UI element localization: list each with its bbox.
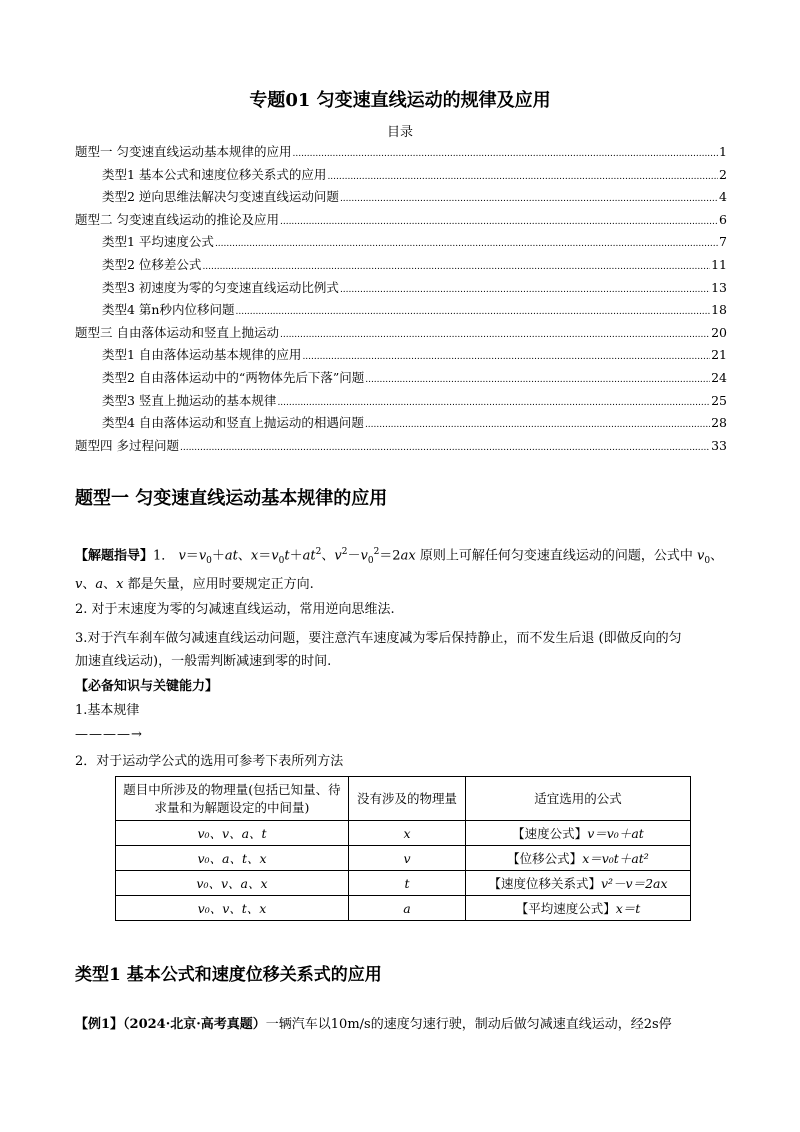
formula-expression: x＝v₀t＋at²: [582, 851, 649, 866]
toc-entry-page: 21: [711, 347, 727, 363]
formula-tag: 【位移公式】: [507, 851, 583, 866]
toc-entry[interactable]: [75, 232, 727, 255]
toc-entry[interactable]: [75, 413, 727, 436]
cell-missing: v: [349, 846, 466, 871]
toc-entry-label: 类型2 位移差公式: [102, 256, 202, 272]
toc-entry-page: 28: [711, 415, 727, 431]
formula-expression: v＝v₀＋at: [587, 826, 644, 841]
knowledge-label: 【必备知识与关键能力】: [75, 679, 219, 694]
table-header-row: [116, 777, 691, 821]
formula-expression: v²－v＝2ax: [600, 876, 668, 891]
toc-leader-dots: [280, 325, 710, 340]
toc-entry-page: 20: [711, 324, 727, 340]
formula-intro: 2．对于运动学公式的选用可参考下表所列方法: [75, 754, 344, 769]
example-1: [75, 1013, 735, 1032]
guide-label: 【解题指导】: [75, 548, 154, 564]
section-heading-1: 题型一 匀变速直线运动基本规律的应用: [75, 488, 388, 509]
basic-rule-label: 1.基本规律: [75, 703, 140, 718]
toc-entry-page: 11: [711, 256, 727, 272]
toc-entry-page: 1: [719, 144, 727, 159]
formula-table: [115, 776, 691, 921]
toc-entry-label: 类型2 自由落体运动中的“两物体先后下落”问题: [102, 369, 365, 385]
toc-entry-label: 题型三 自由落体运动和竖直上抛运动: [75, 324, 279, 340]
toc-leader-dots: [365, 415, 710, 430]
table-row: [116, 871, 691, 896]
header-formula: 适宜选用的公式: [466, 777, 691, 821]
example-label: 【例1】: [75, 1017, 124, 1032]
example-source: （2024·北京·高考真题）: [123, 1017, 266, 1032]
toc-entry[interactable]: [75, 165, 727, 188]
toc-leader-dots: [327, 167, 718, 182]
toc-entry-label: 类型3 竖直上抛运动的基本规律: [102, 392, 277, 408]
toc-entry[interactable]: [75, 391, 727, 414]
toc-leader-dots: [365, 370, 710, 385]
toc-leader-dots: [235, 302, 710, 317]
toc-leader-dots: [292, 144, 718, 159]
cell-vars: v₀、a、t、x: [116, 846, 349, 871]
toc-entry[interactable]: [75, 345, 727, 368]
cell-missing: a: [349, 896, 466, 921]
toc-leader-dots: [202, 257, 710, 272]
toc-entry[interactable]: [75, 142, 727, 165]
toc-leader-dots: [277, 393, 710, 408]
toc-entry-label: 类型4 第n秒内位移问题: [102, 302, 235, 318]
toc-entry-label: 类型1 平均速度公式: [102, 234, 214, 250]
guide-paragraph-3: 3.对于汽车刹车做匀减速直线运动问题，要注意汽车速度减为零后保持静止，而不发生后退 (即做反向的匀 加速直线运动)，一般需判断减速到零的时间.: [75, 631, 682, 669]
toc-leader-dots: [302, 347, 710, 362]
guide-1-tail: 都是矢量，应用时要规定正方向.: [127, 576, 314, 592]
toc-entry[interactable]: [75, 436, 727, 459]
toc-entry[interactable]: [75, 368, 727, 391]
toc-entry-label: 题型一 匀变速直线运动基本规律的应用: [75, 144, 292, 159]
toc-entry-page: 7: [719, 234, 727, 250]
cell-missing: t: [349, 871, 466, 896]
formula-tag: 【速度位移关系式】: [488, 876, 601, 891]
cell-vars: v₀、v、t、x: [116, 896, 349, 921]
toc-entry-page: 18: [711, 302, 727, 318]
toc-entry-page: 25: [711, 392, 727, 408]
toc-entry[interactable]: [75, 187, 727, 210]
toc-leader-dots: [340, 189, 718, 204]
cell-vars: v₀、v、a、t: [116, 821, 349, 846]
arrow-line: ————→: [75, 727, 143, 742]
guide-paragraph-1: 【解题指导】1． $v=v_0+at$、$x=v_0t+at^2$、$v^2-v_0^2=2ax$ 原则上可解任何匀变速直线运动的问题，公式中 $v_0$、 v、a、x 都是矢量，应用时要规定正方向.: [75, 547, 724, 592]
toc-entry-label: 类型3 初速度为零的匀变速直线运动比例式: [102, 279, 339, 295]
header-vars: 题目中所涉及的物理量(包括已知量、待求量和为解题设定的中间量): [116, 777, 349, 821]
toc-leader-dots: [215, 234, 718, 249]
guide-paragraph-2: 2. 对于末速度为零的匀减速直线运动，常用逆向思维法.: [75, 602, 395, 617]
toc-leader-dots: [280, 212, 718, 227]
formula-tag: 【平均速度公式】: [515, 901, 616, 916]
table-row: [116, 821, 691, 846]
toc-entry-label: 类型4 自由落体运动和竖直上抛运动的相遇问题: [102, 415, 364, 431]
cell-formula: [466, 821, 691, 846]
example-text: 一辆汽车以10m/s的速度匀速行驶，制动后做匀减速直线运动，经2s停: [265, 1017, 672, 1032]
toc-entry[interactable]: [75, 255, 727, 278]
toc-heading: 目录: [386, 125, 413, 140]
toc-entry-label: 类型1 基本公式和速度位移关系式的应用: [102, 166, 327, 182]
toc-entry-page: 24: [711, 369, 727, 385]
toc-entry-label: 类型2 逆向思维法解决匀变速直线运动问题: [102, 189, 339, 205]
toc-entry[interactable]: [75, 300, 727, 323]
toc-leader-dots: [180, 438, 710, 453]
toc-entry-page: 6: [719, 211, 727, 227]
page-title: 专题01 匀变速直线运动的规律及应用: [249, 90, 551, 111]
table-row: [116, 896, 691, 921]
toc-entry-label: 题型二 匀变速直线运动的推论及应用: [75, 211, 279, 227]
cell-formula: [466, 871, 691, 896]
cell-formula: [466, 896, 691, 921]
toc-entry-page: 4: [719, 189, 727, 205]
formula-expression: x＝t: [615, 901, 641, 916]
formula-tag: 【速度公式】: [512, 826, 588, 841]
toc-entry-page: 33: [711, 437, 727, 453]
toc-entry-label: 类型1 自由落体运动基本规律的应用: [102, 347, 302, 363]
table-of-contents: [75, 142, 727, 458]
toc-entry-page: 2: [719, 166, 727, 182]
header-missing: 没有涉及的物理量: [349, 777, 466, 821]
cell-missing: x: [349, 821, 466, 846]
section-heading-2: 类型1 基本公式和速度位移关系式的应用: [75, 965, 382, 985]
toc-entry[interactable]: [75, 323, 727, 346]
cell-formula: [466, 846, 691, 871]
toc-entry[interactable]: [75, 278, 727, 301]
toc-entry-label: 题型四 多过程问题: [75, 437, 179, 453]
guide-1-text: 原则上可解任何匀变速直线运动的问题，公式中: [419, 548, 693, 564]
table-row: [116, 846, 691, 871]
toc-entry[interactable]: [75, 210, 727, 233]
cell-vars: v₀、v、a、x: [116, 871, 349, 896]
toc-entry-page: 13: [711, 279, 727, 295]
toc-leader-dots: [340, 280, 710, 295]
